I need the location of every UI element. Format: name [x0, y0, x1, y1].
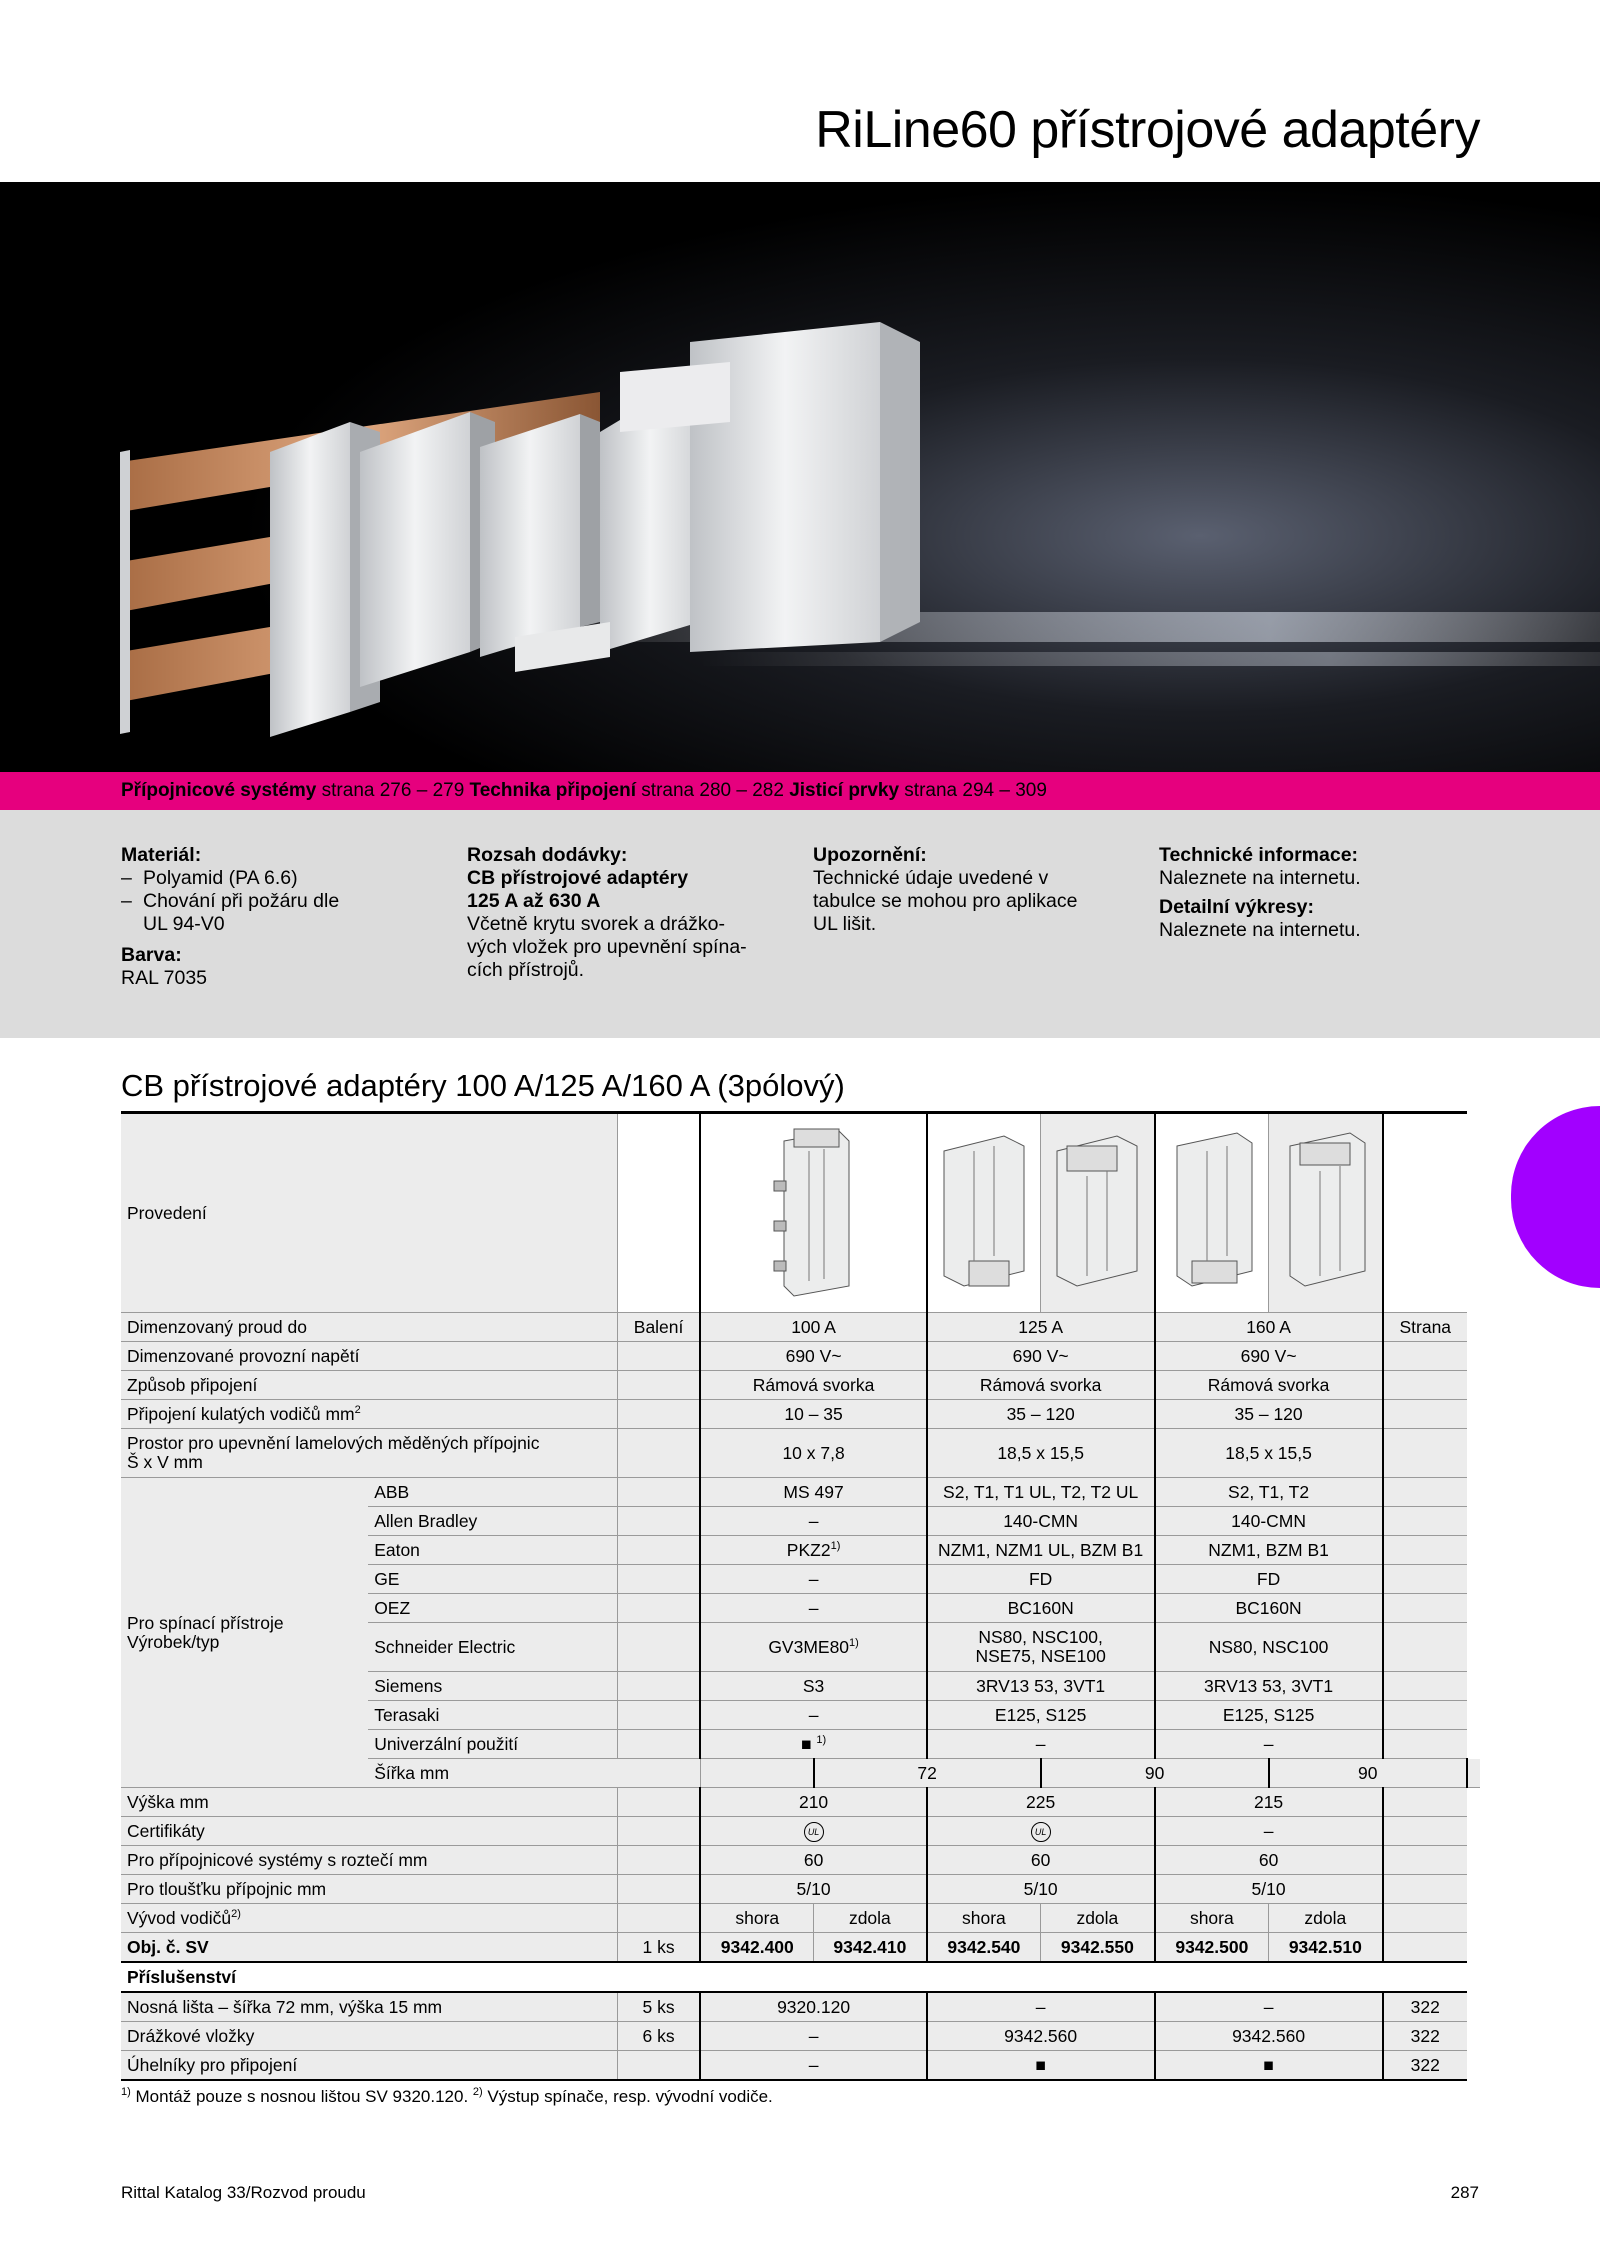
chapter-tab [1511, 1106, 1600, 1288]
notice-column: Upozornění: Technické údaje uvedené v tabulce se mohou pro aplikace UL lišit. [813, 844, 1078, 935]
delivery-column: Rozsah dodávky: CB přístrojové adaptéry 125 A až 630 A Včetně krytu svorek a drážko- vých vložek pro upevnění spína- cích přístrojů. [467, 844, 747, 981]
page-title: RiLine60 přístrojové adaptéry [815, 101, 1480, 159]
order-number-row: Obj. č. SV 1 ks 9342.400 9342.410 9342.540 9342.550 9342.500 9342.510 [121, 1933, 1480, 1963]
table-footnote: $^{1)}$ Montáž pouze s nosnou lištou SV 9320.120. $^{2)}$ Výstup spínače, resp. vývodní vodiče. [121, 2086, 773, 2106]
accessories-heading: Příslušenství [121, 1962, 1467, 1992]
accessory-row: Úhelníky pro připojení – ■ ■ 322 [121, 2051, 1480, 2081]
info-panel [0, 810, 1600, 1038]
catalog-footer: Rittal Katalog 33/Rozvod proudu [121, 2183, 366, 2202]
accessory-row: Nosná lišta – šířka 72 mm, výška 15 mm 5 ks 9320.120 – – 322 [121, 1992, 1480, 2022]
switching-devices-label: Pro spínací přístroje Výrobek/typ [121, 1478, 368, 1788]
ul-cert-icon: UL [804, 1822, 824, 1842]
material-column: Materiál: – Polyamid (PA 6.6) – Chování při požáru dle UL 94-V0 Barva: RAL 7035 [121, 844, 339, 990]
ul-cert-icon: UL [1031, 1822, 1051, 1842]
adapter-125a-bottom-image [1041, 1113, 1155, 1313]
product-photo [0, 182, 1600, 772]
reference-bar: Přípojnicové systémy strana 276 – 279 Technika připojení strana 280 – 282 Jisticí prvky strana 294 – 309 [0, 772, 1600, 810]
adapter-125a-top-image [927, 1113, 1041, 1313]
adapter-160a-bottom-image [1269, 1113, 1383, 1313]
adapter-160a-top-image [1155, 1113, 1269, 1313]
page-number: 287 [1450, 2183, 1479, 2202]
accessory-row: Drážkové vložky 6 ks – 9342.560 9342.560 322 [121, 2022, 1480, 2051]
spec-table: Provedení Dimenzovaný proud do Balení 100 A 125 A 160 A Strana Dimenzované provozní napětí 690 V~ 690 V~ 690 V~ Způsob připojení Rámová svorka Rámová svorka Rámová svorka Připojení kulatých vodičů $mm^2$ 10 – 35 35 – 120 35 – 120 Prostor pro upevnění lamelových měděných přípojnic Š x V mm 10 x 7,8 18,5 x 15,5 18,5 x 15,5 Pro spínací přístroje Výrobek/typ ABB MS 497 S2, T1, T1 UL, T2, T2 UL S2, T1, T2 Allen Bradley – 140-CMN 140-CMN Eaton PKZ2$^{1)}$ NZM1, NZM1 UL, BZM B1 NZM1, BZM B1 GE – FD FD OEZ – BC160N BC160N Schneider Electric GV3ME80$^{1)}$ NS80, NSC100, NSE75, NSE100 NS80, NSC100 Siemens S3 3RV13 53, 3VT1 3RV13 53, 3VT1 Terasaki – E125, S125 E125, S125 Univerzální použití ■ $^{1)}$ – – Šířka mm 72 90 90 Výška mm 210 225 215 Certifikáty UL UL – Pro přípojnicové systémy s roztečí mm 60 60 60 Pro tloušťku přípojnic mm 5/10 5/10 5/10 Vývod vodičů$^{2)}$ shora zdola shora zdola shora zdola Obj. č. SV 1 ks 9342.400 9342.410 9342.540 9342.550 9342.500 9342.510 Příslušenství Nosná lišta – šířka 72 mm, výška 15 mm 5 ks 9320.120 – – 322 Drážkové vložky 6 ks – 9342.560 9342.560 322 Úhelníky pro připojení – ■ ■ 322 [121, 1111, 1480, 2081]
tech-info-column: Technické informace: Naleznete na internetu. Detailní výkresy: Naleznete na internetu. [1159, 844, 1361, 941]
section-title: CB přístrojové adaptéry 100 A/125 A/160 A (3pólový) [121, 1068, 845, 1103]
row-label: Provedení [121, 1113, 617, 1313]
adapter-100a-image [700, 1113, 926, 1313]
